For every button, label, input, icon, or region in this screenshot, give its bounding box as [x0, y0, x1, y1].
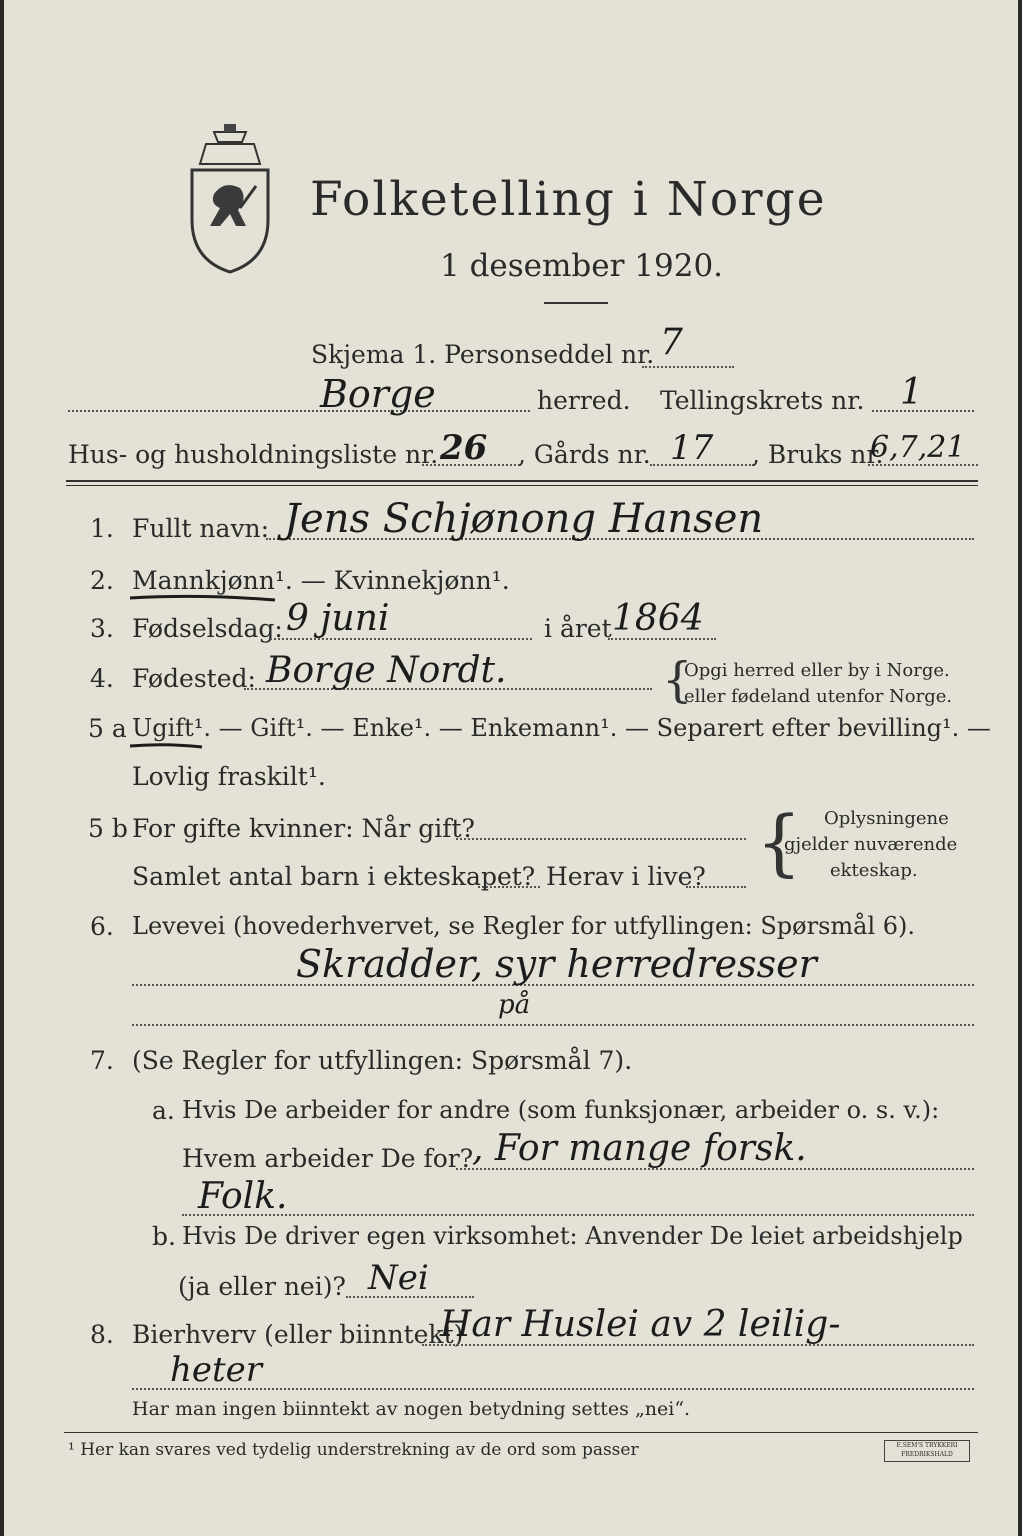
q5b-note-line1: Oplysningene	[824, 808, 949, 829]
q1-number: 1.	[90, 514, 114, 543]
q4-number: 4.	[90, 664, 114, 693]
q7a-employer-value-cont: Folk.	[198, 1176, 288, 1217]
q7a-employer-label: Hvem arbeider De for?	[182, 1144, 474, 1173]
hus-value: 26	[440, 428, 488, 468]
header-rule	[66, 480, 978, 482]
q5b-note-line2: gjelder nuværende	[784, 834, 958, 855]
q3-year-value: 1864	[612, 598, 704, 639]
bruks-value: 6,7,21	[870, 430, 966, 465]
q4-label: Fødested:	[132, 664, 256, 693]
q2-gender-options: Mannkjønn¹. — Kvinnekjønn¹.	[132, 566, 510, 595]
printer-stamp: E.SEM'S TRYKKERI FREDRIKSHALD	[884, 1440, 970, 1462]
q7b-letter: b.	[152, 1222, 176, 1251]
form-title: Folketelling i Norge	[310, 172, 827, 227]
q7a-employer-value: , For mange forsk.	[472, 1128, 807, 1169]
q3-birthday-value: 9 juni	[286, 598, 390, 639]
footer-rule	[64, 1432, 978, 1433]
q6-label: Levevei (hovederhvervet, se Regler for utfyllingen: Spørsmål 6).	[132, 912, 916, 940]
q5b-note-line3: ekteskap.	[830, 860, 918, 881]
q8-label: Bierhverv (eller biinntekt)	[132, 1320, 464, 1349]
q8-number: 8.	[90, 1320, 114, 1349]
norway-coat-of-arms-icon	[184, 124, 276, 274]
herred-value: Borge	[320, 372, 436, 416]
q5b-children-label: Samlet antal barn i ekteskapet?	[132, 862, 536, 891]
q6-occupation-value-cont: på	[498, 990, 531, 1020]
personseddel-number: 7	[660, 322, 683, 363]
q5a-number: 5 a	[88, 714, 127, 743]
q5b-brace-icon: {	[756, 800, 802, 884]
q5b-when-married-label: For gifte kvinner: Når gift?	[132, 814, 475, 843]
q4-note-line1: Opgi herred eller by i Norge.	[684, 660, 950, 681]
q7a-text: Hvis De arbeider for andre (som funksjonær, arbeider o. s. v.):	[182, 1096, 940, 1124]
gards-label: , Gårds nr.	[518, 440, 651, 469]
q7-label: (Se Regler for utfyllingen: Spørsmål 7).	[132, 1046, 633, 1075]
mannkjonn-underline	[128, 590, 278, 604]
q6-number: 6.	[90, 912, 114, 941]
census-date: 1 desember 1920.	[440, 248, 724, 284]
q8-note: Har man ingen biinntekt av nogen betydning settes „nei“.	[132, 1398, 691, 1420]
q3-year-label: i året	[544, 614, 612, 643]
q7a-letter: a.	[152, 1096, 175, 1125]
q7b-label: (ja eller nei)?	[178, 1272, 346, 1301]
q6-occupation-value: Skradder, syr herredresser	[296, 942, 817, 986]
q5a-marital-options-cont: Lovlig fraskilt¹.	[132, 762, 326, 791]
q7b-text: Hvis De driver egen virksomhet: Anvender De leiet arbeidshjelp	[182, 1222, 963, 1250]
tellingskrets-label: Tellingskrets nr.	[660, 386, 865, 415]
bruks-label: , Bruks nr.	[752, 440, 884, 469]
tellingskrets-value: 1	[900, 372, 923, 413]
q7b-value: Nei	[368, 1258, 429, 1298]
q8-value: Har Huslei av 2 leilig-	[440, 1304, 841, 1345]
ugift-underline	[128, 738, 208, 752]
q4-brace-icon: {	[662, 652, 693, 708]
herred-label: herred.	[537, 386, 631, 415]
q3-label: Fødselsdag:	[132, 614, 283, 643]
gards-value: 17	[670, 428, 714, 468]
q5a-marital-options: Ugift¹. — Gift¹. — Enke¹. — Enkemann¹. — Separert efter bevilling¹. —	[132, 714, 991, 742]
q4-birthplace-value: Borge Nordt.	[266, 650, 507, 691]
q2-number: 2.	[90, 566, 114, 595]
q3-number: 3.	[90, 614, 114, 643]
q7-number: 7.	[90, 1046, 114, 1075]
q1-label: Fullt navn:	[132, 514, 270, 543]
hus-label: Hus- og husholdningsliste nr.	[68, 440, 439, 469]
footnote: ¹ Her kan svares ved tydelig understrekning av de ord som passer	[68, 1440, 639, 1460]
skjema-label: Skjema 1. Personseddel nr.	[311, 340, 655, 369]
title-divider	[544, 302, 608, 304]
q5b-number: 5 b	[88, 814, 128, 843]
q5b-alive-label: Herav i live?	[546, 862, 706, 891]
q4-note-line2: eller fødeland utenfor Norge.	[684, 686, 953, 707]
q8-value-cont: heter	[170, 1350, 263, 1390]
census-form-sheet	[4, 0, 1018, 1536]
q1-full-name-value: Jens Schjønong Hansen	[284, 496, 764, 542]
